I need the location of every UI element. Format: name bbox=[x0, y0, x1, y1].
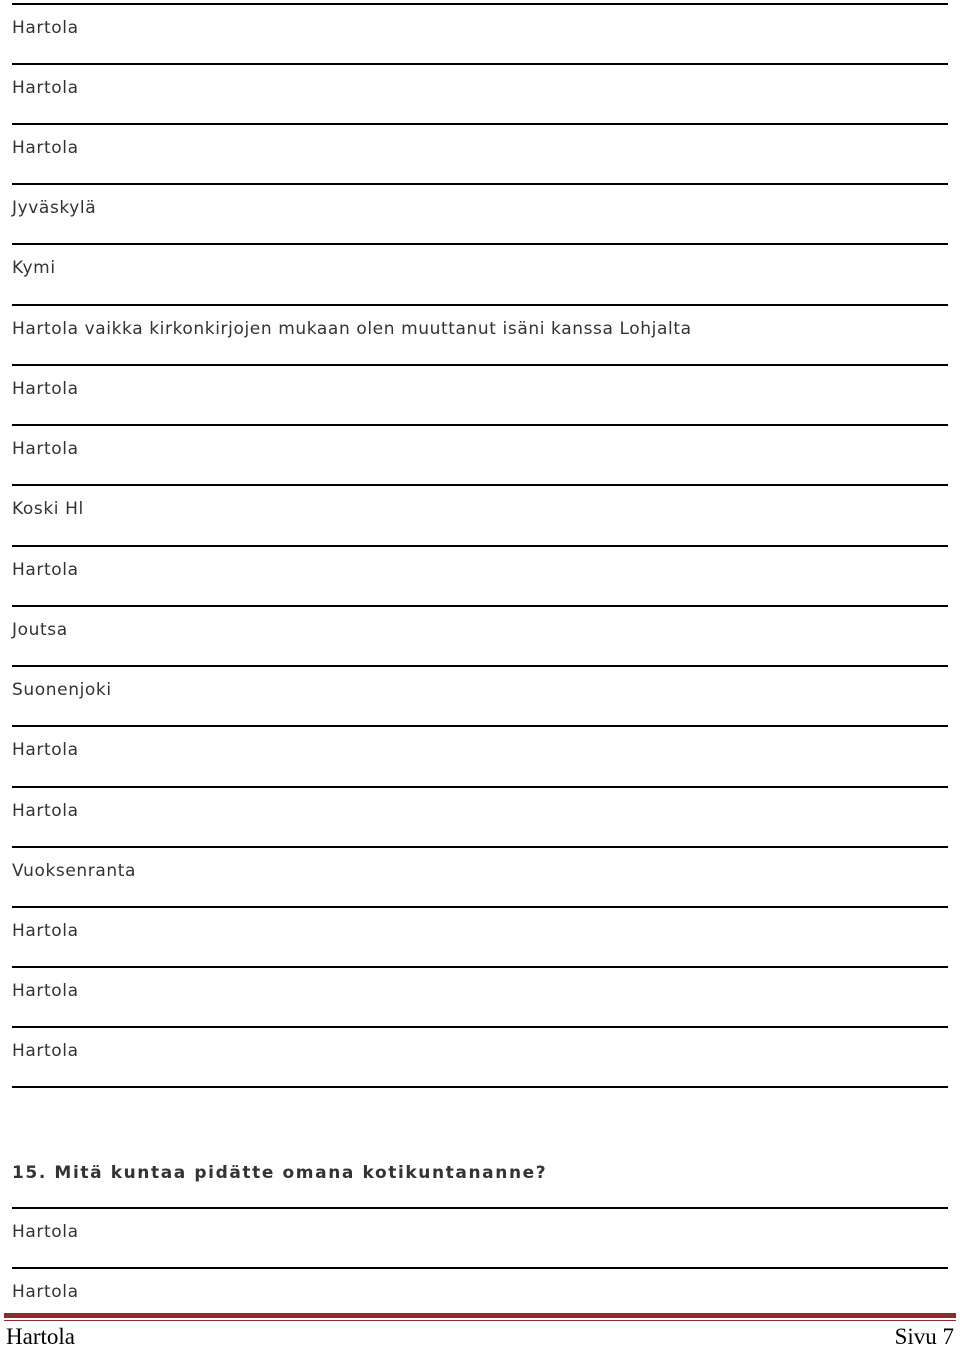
footer-divider bbox=[4, 1313, 956, 1318]
answer-text: Suonenjoki bbox=[12, 680, 112, 700]
answer-text: Vuoksenranta bbox=[12, 861, 137, 881]
answer-row bbox=[12, 605, 948, 665]
answer-row bbox=[12, 3, 948, 63]
answer-text: Hartola bbox=[12, 801, 79, 821]
answer-text: Joutsa bbox=[12, 620, 68, 640]
answer-row bbox=[12, 183, 948, 243]
answer-row bbox=[12, 484, 948, 544]
answer-row bbox=[12, 1207, 948, 1267]
answer-text: Jyväskylä bbox=[12, 198, 97, 218]
answer-row bbox=[12, 846, 948, 906]
answer-row bbox=[12, 1267, 948, 1311]
answer-row bbox=[12, 243, 948, 303]
answer-row bbox=[12, 1026, 948, 1086]
answer-text: Koski Hl bbox=[12, 499, 84, 519]
answer-text: Hartola bbox=[12, 18, 79, 38]
answer-text: Hartola bbox=[12, 560, 79, 580]
answer-text: Hartola bbox=[12, 78, 79, 98]
page-number: Sivu 7 bbox=[894, 1324, 954, 1349]
divider bbox=[12, 1086, 948, 1088]
answer-row bbox=[12, 966, 948, 1026]
answer-row bbox=[12, 545, 948, 605]
answer-text: Hartola bbox=[12, 439, 79, 459]
answer-text: Hartola bbox=[12, 981, 79, 1001]
answer-row bbox=[12, 424, 948, 484]
answer-row bbox=[12, 63, 948, 123]
question-heading: 15. Mitä kuntaa pidätte omana kotikuntananne? bbox=[12, 1163, 548, 1183]
answer-text: Hartola bbox=[12, 1222, 79, 1242]
answer-text: Hartola bbox=[12, 1041, 79, 1061]
footer-title: Hartola bbox=[6, 1324, 75, 1349]
answer-row bbox=[12, 725, 948, 785]
answer-row bbox=[12, 364, 948, 424]
answer-row bbox=[12, 906, 948, 966]
answer-text: Hartola vaikka kirkonkirjojen mukaan olen muuttanut isäni kanssa Lohjalta bbox=[12, 319, 692, 339]
answer-text: Kymi bbox=[12, 258, 56, 278]
answer-text: Hartola bbox=[12, 138, 79, 158]
answer-text: Hartola bbox=[12, 921, 79, 941]
answer-text: Hartola bbox=[12, 1282, 79, 1302]
answer-row bbox=[12, 786, 948, 846]
answer-row bbox=[12, 665, 948, 725]
answer-text: Hartola bbox=[12, 379, 79, 399]
answer-row bbox=[12, 123, 948, 183]
answer-row bbox=[12, 304, 948, 364]
footer-divider-thin bbox=[4, 1320, 956, 1321]
answer-text: Hartola bbox=[12, 740, 79, 760]
